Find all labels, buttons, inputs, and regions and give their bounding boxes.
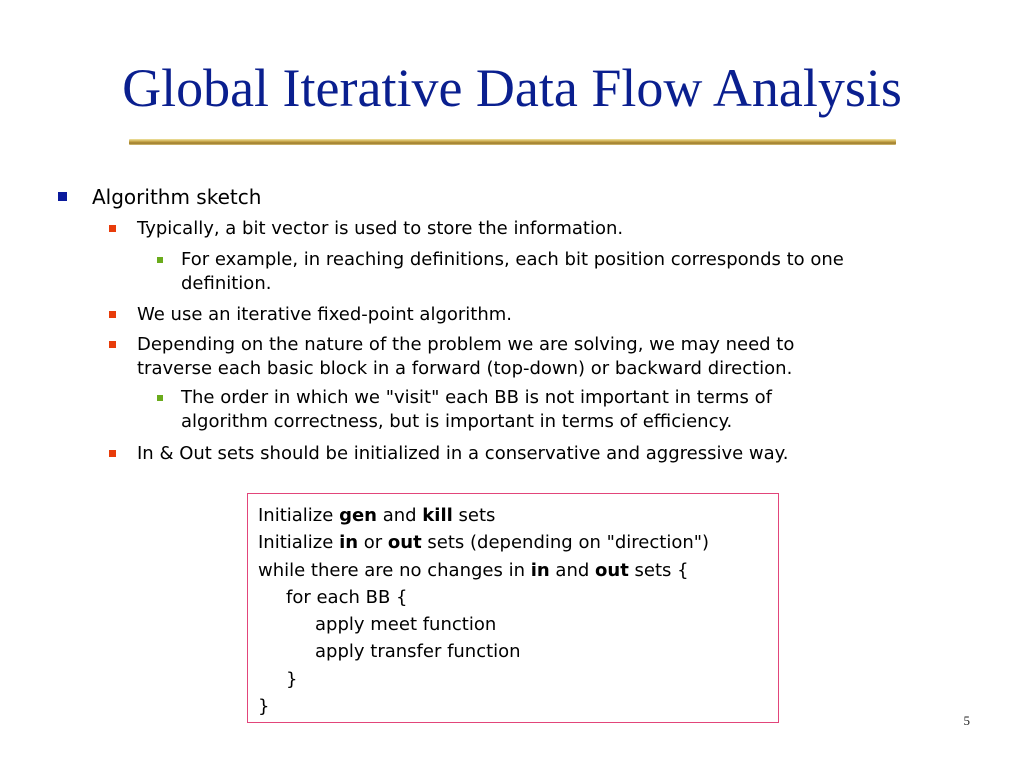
bullet-text-line: algorithm correctness, but is important in terms of efficiency. — [181, 411, 733, 432]
bullet-reaching-definitions — [181, 248, 844, 296]
bullet-text-line: The order in which we "visit" each BB is not important in terms of — [181, 387, 772, 408]
code-text: and — [549, 559, 596, 581]
bullet-text-line: traverse each basic block in a forward (top-down) or backward direction. — [137, 358, 793, 379]
code-line — [258, 557, 709, 584]
algorithm-pseudocode — [258, 502, 709, 720]
code-line — [258, 529, 709, 556]
bullet-in-out-sets — [137, 442, 788, 466]
bullet-text: Typically, a bit vector is used to store the information. — [137, 218, 624, 239]
code-line: } — [286, 668, 298, 690]
code-text: while there are no changes in — [258, 559, 531, 581]
bullet-text-line: definition. — [181, 273, 272, 294]
code-keyword: kill — [422, 505, 453, 526]
bullet-text: In & Out sets should be initialized in a conservative and aggressive way. — [137, 443, 789, 464]
bullet-bit-vector — [137, 217, 623, 241]
bullet-square-icon — [109, 311, 116, 318]
bullet-text-line: Depending on the nature of the problem we are solving, we may need to — [137, 334, 795, 355]
code-text: Initialize — [258, 505, 340, 526]
code-text: Initialize — [258, 532, 340, 554]
bullet-visit-order — [181, 386, 772, 434]
bullet-traversal-direction — [137, 333, 794, 381]
bullet-algorithm-sketch — [92, 184, 261, 210]
code-keyword: in — [339, 532, 359, 554]
slide-title: Global Iterative Data Flow Analysis — [122, 58, 902, 118]
bullet-text: Algorithm sketch — [92, 185, 262, 209]
code-text: or — [358, 532, 388, 554]
algorithm-code-box — [247, 493, 779, 723]
bullet-square-icon — [58, 192, 67, 201]
code-line: apply meet function — [315, 614, 497, 636]
code-keyword: out — [387, 532, 422, 554]
code-text: sets — [452, 505, 496, 526]
code-keyword: gen — [339, 505, 377, 526]
bullet-square-icon — [157, 395, 163, 401]
code-keyword: in — [530, 559, 550, 581]
bullet-text: We use an iterative fixed-point algorithm. — [137, 304, 513, 325]
code-line — [258, 502, 709, 529]
code-line: } — [258, 696, 270, 718]
code-text: sets { — [628, 559, 689, 581]
bullet-square-icon — [109, 450, 116, 457]
bullet-square-icon — [157, 257, 163, 263]
page-number: 5 — [963, 713, 970, 728]
code-line: apply transfer function — [315, 641, 521, 663]
bullet-square-icon — [109, 341, 116, 348]
bullet-square-icon — [109, 225, 116, 232]
bullet-text-line: For example, in reaching definitions, each bit position corresponds to one — [181, 249, 844, 270]
code-text: and — [376, 505, 423, 526]
code-keyword: out — [595, 559, 629, 581]
code-text: sets (depending on "direction") — [421, 532, 710, 554]
code-line: for each BB { — [286, 586, 408, 608]
bullet-fixed-point — [137, 303, 512, 327]
